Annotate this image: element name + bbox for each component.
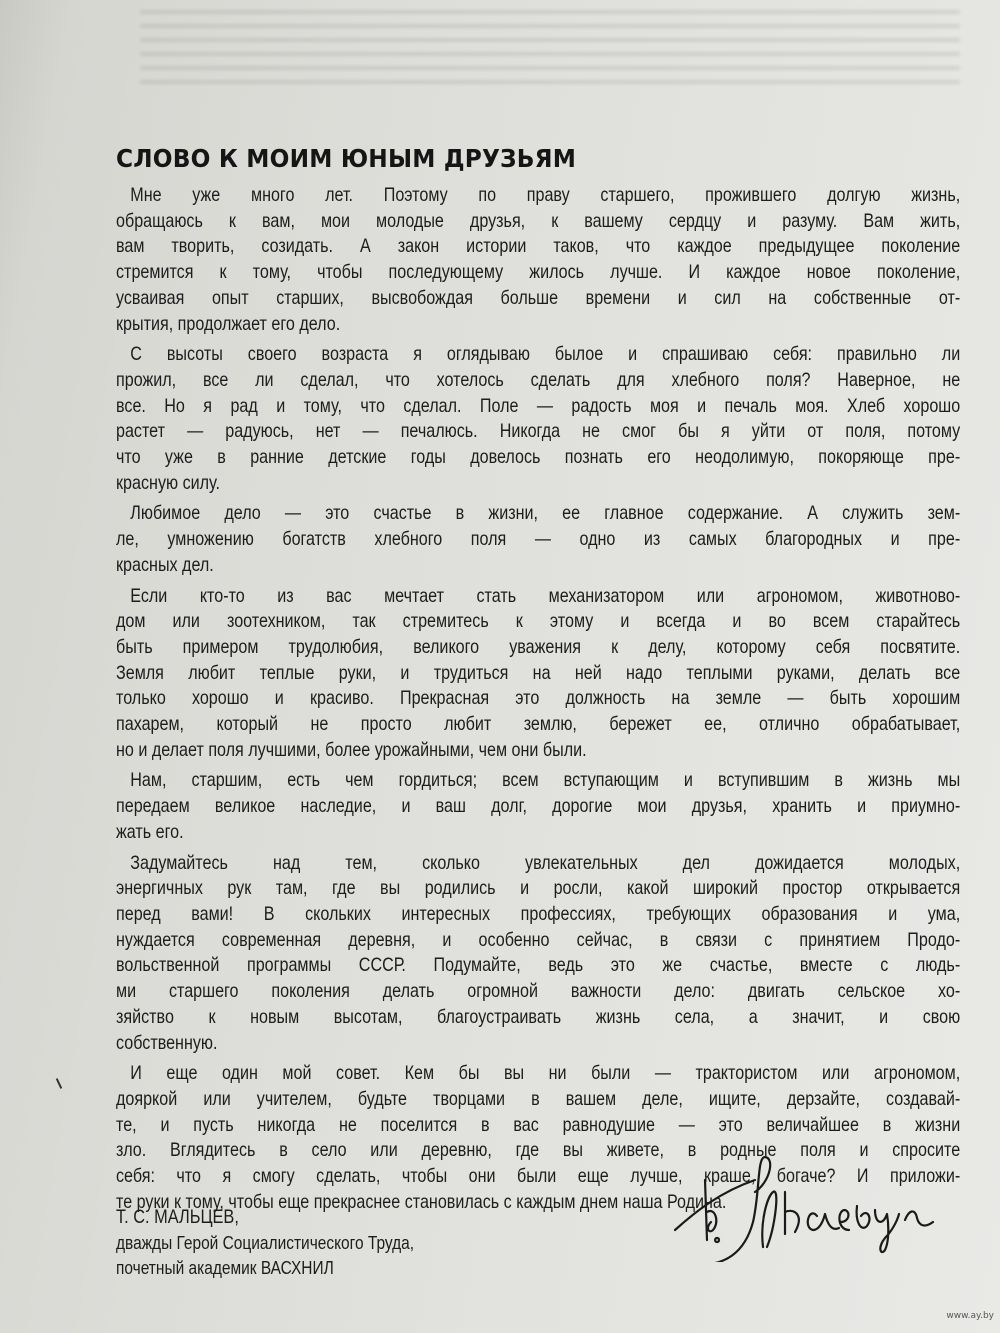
- text-line: Любимое дело — это счастье в жизни, ее главное содержание. А служить зем-: [130, 503, 961, 525]
- text-line: Если кто-то из вас мечтает стать механизатором или агрономом, животново-: [130, 585, 961, 607]
- text-line: что уже в ранние детские годы довелось познать его неодолимую, покоряюще пре-: [116, 447, 961, 469]
- text-line: прожил, все ли сделал, что хотелось сделать для хлебного поля? Наверное, не: [116, 369, 961, 391]
- text-line: быть примером трудолюбия, великого уважения к делу, которому себя посвятите.: [116, 636, 961, 658]
- text-line: себя: что я смогу сделать, чтобы они были еще лучше, краше, богаче? И приложи-: [116, 1166, 961, 1188]
- watermark: www.ay.by: [946, 1311, 994, 1321]
- text-line: С высоты своего возраста я оглядываю былое и спрашиваю себя: правильно ли: [130, 344, 961, 366]
- page-title: СЛОВО К МОИМ ЮНЫМ ДРУЗЬЯМ: [116, 144, 577, 173]
- paragraph: [116, 584, 978, 764]
- author-title-line1: дважды Герой Социалистического Труда,: [116, 1233, 415, 1253]
- text-line: жать его.: [116, 821, 184, 843]
- paragraph: [116, 183, 978, 337]
- text-line: те руки к тому, чтобы еще прекраснее становилась с каждым днем наша Родина.: [116, 1191, 727, 1213]
- paragraph: [116, 851, 978, 1057]
- text-line: стремится к тому, чтобы последующему жилось лучше. И каждое новое поколение,: [116, 262, 961, 284]
- text-line: пахарем, который не просто любит землю, бережет ее, отлично обрабатывает,: [116, 714, 961, 736]
- text-line: ми старшего поколения делать огромной важности дело: двигать сельское хо-: [116, 981, 961, 1003]
- body-text: [116, 183, 978, 1215]
- page-content: [116, 141, 978, 1215]
- text-line: обращаюсь к вам, мои молодые друзья, к вашему сердцу и разуму. Вам жить,: [116, 210, 961, 232]
- paragraph: [116, 768, 978, 845]
- text-line: собственную.: [116, 1032, 218, 1054]
- text-line: все. Но я рад и тому, что сделал. Поле — радость моя и печаль моя. Хлеб хорошо: [116, 395, 961, 417]
- text-line: красную силу.: [116, 472, 220, 494]
- bleed-through-texture: [140, 0, 960, 120]
- text-line: дом или зоотехником, так стремитесь к этому и всегда и во всем старайтесь: [116, 611, 961, 633]
- text-line: Задумайтесь над тем, сколько увлекательных дел дожидается молодых,: [130, 852, 961, 874]
- text-line: зло. Вглядитесь в село или деревню, где вы живете, в родные поля и спросите: [116, 1140, 961, 1162]
- text-line: только хорошо и красиво. Прекрасная это должность на земле — быть хорошим: [116, 688, 961, 710]
- author-block: [116, 1205, 463, 1281]
- text-line: те, и пусть никогда не поселится в вас равнодушие — это величайшее в жизни: [116, 1114, 961, 1136]
- text-line: но и делает поля лучшими, более урожайными, чем они были.: [116, 739, 587, 761]
- text-line: крытия, продолжает его дело.: [116, 313, 341, 335]
- text-line: Мне уже много лет. Поэтому по праву старшего, прожившего долгую жизнь,: [130, 185, 961, 206]
- margin-mark: [56, 1078, 62, 1089]
- author-title-line2: почетный академик ВАСХНИЛ: [116, 1258, 334, 1278]
- text-line: ле, умножению богатств хлебного поля — одно из самых благородных и пре-: [116, 529, 961, 551]
- paragraph: [116, 342, 978, 496]
- author-name: Т. С. МАЛЬЦЕВ,: [116, 1207, 239, 1228]
- text-line: энергичных рук там, где вы родились и росли, какой широкий простор открывается: [116, 878, 961, 900]
- text-line: нуждается современная деревня, и особенно сейчас, в связи с принятием Продо-: [116, 929, 961, 951]
- text-line: передаем великое наследие, и ваш долг, дорогие мои друзья, хранить и приумно-: [116, 796, 961, 818]
- text-line: Земля любит теплые руки, и трудиться на ней надо теплыми руками, делать все: [116, 662, 961, 684]
- text-line: дояркой или учителем, будьте творцами в вашем деле, ищите, дерзайте, создавай-: [116, 1088, 961, 1110]
- text-line: И еще один мой совет. Кем бы вы ни были — трактористом или агрономом,: [130, 1063, 961, 1085]
- paragraph: [116, 501, 978, 578]
- text-line: растет — радуюсь, нет — печалюсь. Никогда не смог бы я уйти от поля, потому: [116, 421, 961, 443]
- text-line: зяйство к новым высотам, благоустраивать жизнь села, а значит, и свою: [116, 1006, 961, 1028]
- signature-image: [635, 1152, 965, 1262]
- text-line: вольственной программы СССР. Подумайте, ведь это же счастье, вместе с людь-: [116, 955, 961, 977]
- text-line: перед вами! В скольких интересных профессиях, требующих образования и ума,: [116, 903, 961, 925]
- text-line: красных дел.: [116, 554, 214, 576]
- text-line: Нам, старшим, есть чем гордиться; всем вступающим и вступившим в жизнь мы: [130, 770, 961, 792]
- text-line: вам творить, созидать. А закон истории таков, что каждое предыдущее поколение: [116, 236, 961, 258]
- text-line: усваивая опыт старших, высвобождая больше времени и сил на собственные от-: [116, 287, 961, 309]
